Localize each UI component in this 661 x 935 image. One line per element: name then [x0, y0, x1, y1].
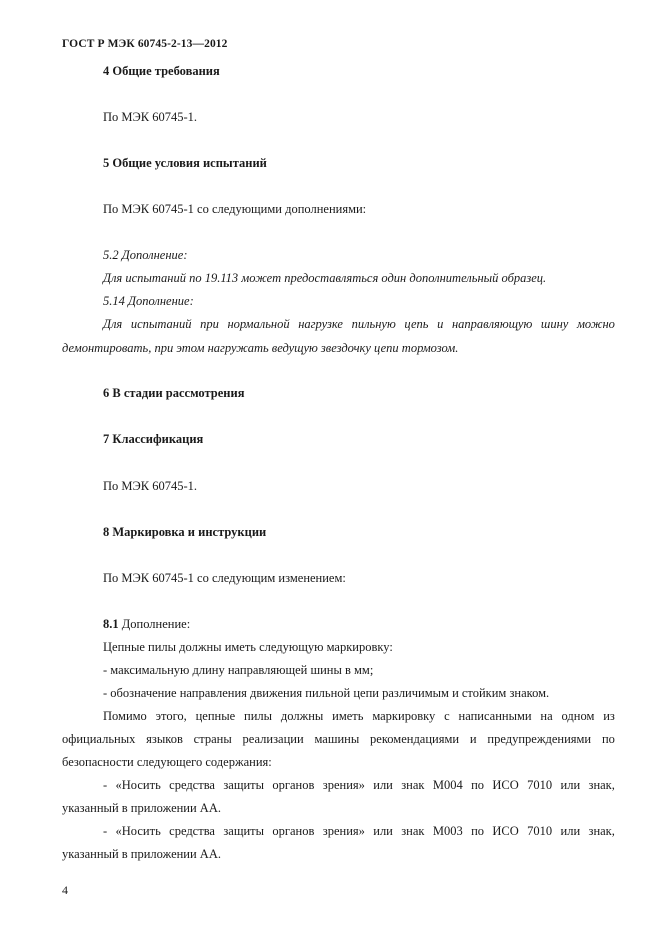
- marking-intro: Цепные пилы должны иметь следующую маркировку:: [103, 640, 393, 654]
- word: зрения»: [322, 824, 365, 838]
- word: должны: [280, 709, 324, 723]
- word: из: [603, 709, 615, 723]
- word: официальных: [62, 732, 136, 746]
- subsection-8-1-number: 8.1: [103, 617, 119, 631]
- word: написанными: [458, 709, 532, 723]
- word: Помимо: [103, 709, 147, 723]
- word: ИСО: [492, 824, 519, 838]
- word: шину: [540, 317, 569, 331]
- word: знак: [401, 778, 425, 792]
- word: 7010: [527, 778, 553, 792]
- word: языков: [146, 732, 183, 746]
- addition-5-14-line-1: [103, 316, 615, 332]
- warning-2-line-1: [103, 823, 615, 839]
- paragraph-line-2: [62, 731, 615, 747]
- word: по: [471, 778, 485, 792]
- word: защиты: [223, 778, 265, 792]
- word: пилы: [244, 709, 273, 723]
- word: цепь: [404, 317, 429, 331]
- addition-5-14-line-2: демонтировать, при этом нагружать ведущую звездочку цепи тормозом.: [62, 341, 459, 355]
- paragraph-line-3: безопасности следующего содержания:: [62, 755, 272, 769]
- word: -: [103, 778, 108, 792]
- word: предупреждениями: [487, 732, 592, 746]
- section-5-heading: 5 Общие условия испытаний: [103, 156, 267, 170]
- word: одном: [561, 709, 595, 723]
- word: 7010: [527, 824, 553, 838]
- section-5-text: По МЭК 60745-1 со следующими дополнениями:: [103, 202, 367, 216]
- word: при: [200, 317, 219, 331]
- section-7-text: По МЭК 60745-1.: [103, 479, 198, 493]
- word: или: [560, 778, 581, 792]
- word: по: [471, 824, 485, 838]
- word: рекомендациями: [370, 732, 460, 746]
- word: знак,: [588, 778, 615, 792]
- word: М004: [432, 778, 463, 792]
- word: иметь: [332, 709, 364, 723]
- subsection-8-1-label: Дополнение:: [118, 617, 191, 631]
- word: органов: [272, 778, 315, 792]
- word: реализации: [242, 732, 304, 746]
- marking-item-1: - максимальную длину направляющей шины в мм;: [103, 663, 374, 677]
- word: этого,: [155, 709, 187, 723]
- addition-5-2-label: 5.2 Дополнение:: [103, 248, 188, 262]
- word: и: [437, 317, 444, 331]
- word: зрения»: [322, 778, 365, 792]
- word: на: [540, 709, 553, 723]
- word: и: [469, 732, 477, 746]
- word: маркировку: [372, 709, 436, 723]
- word: по: [601, 732, 615, 746]
- word: пильную: [351, 317, 396, 331]
- word: направляющую: [451, 317, 533, 331]
- word: защиты: [223, 824, 265, 838]
- word: или: [373, 824, 393, 838]
- section-8-text: По МЭК 60745-1 со следующим изменением:: [103, 571, 346, 585]
- word: страны: [193, 732, 232, 746]
- word: нагрузке: [298, 317, 343, 331]
- addition-5-14-label: 5.14 Дополнение:: [103, 294, 194, 308]
- word: Для: [103, 317, 123, 331]
- word: средства: [169, 778, 215, 792]
- section-4-heading: 4 Общие требования: [103, 64, 220, 78]
- word: можно: [576, 317, 615, 331]
- word: «Носить: [115, 824, 161, 838]
- page-number: 4: [62, 883, 68, 897]
- word: ИСО: [492, 778, 519, 792]
- word: знак: [401, 824, 425, 838]
- word: с: [444, 709, 450, 723]
- word: цепные: [195, 709, 236, 723]
- paragraph-line-1: [103, 708, 615, 724]
- section-7-heading: 7 Классификация: [103, 432, 204, 446]
- marking-item-2: - обозначение направления движения пильной цепи различимым и стойким знаком.: [103, 686, 550, 700]
- word: машины: [314, 732, 360, 746]
- section-8-heading: 8 Маркировка и инструкции: [103, 525, 267, 539]
- word: нормальной: [227, 317, 290, 331]
- word: или: [560, 824, 581, 838]
- word: средства: [169, 824, 215, 838]
- subsection-8-1: [103, 616, 190, 632]
- word: М003: [432, 824, 463, 838]
- warning-1-line-2: указанный в приложении АА.: [62, 801, 221, 815]
- word: или: [373, 778, 393, 792]
- warning-1-line-1: [103, 777, 615, 793]
- addition-5-2-text: Для испытаний по 19.113 может предоставляться один дополнительный образец.: [103, 271, 547, 285]
- standard-code-header: ГОСТ Р МЭК 60745-2-13—2012: [62, 38, 228, 50]
- section-4-text: По МЭК 60745-1.: [103, 110, 198, 124]
- word: знак,: [588, 824, 615, 838]
- section-6-heading: 6 В стадии рассмотрения: [103, 386, 245, 400]
- word: -: [103, 824, 108, 838]
- word: испытаний: [130, 317, 192, 331]
- word: органов: [272, 824, 315, 838]
- warning-2-line-2: указанный в приложении АА.: [62, 847, 221, 861]
- word: «Носить: [115, 778, 161, 792]
